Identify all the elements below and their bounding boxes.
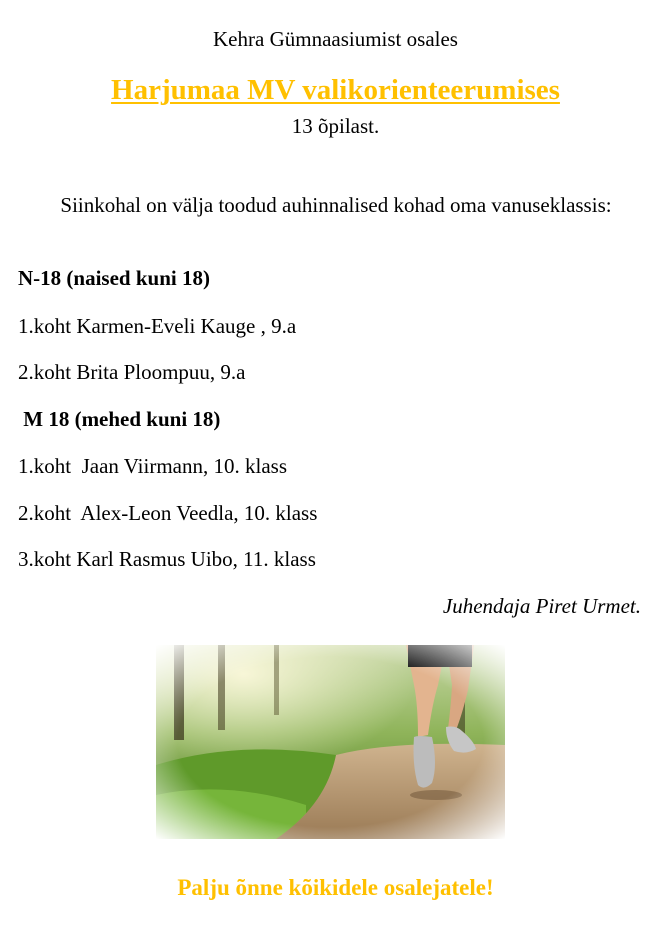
intro-text: Kehra Gümnaasiumist osales	[213, 27, 458, 51]
place-item: 3.koht Karl Rasmus Uibo, 11. klass	[18, 547, 316, 571]
supervisor-credit: Juhendaja Piret Urmet.	[442, 594, 641, 618]
event-title: Harjumaa MV valikorienteerumises	[111, 74, 560, 106]
congratulations-text: Palju õnne kõikidele osalejatele!	[177, 875, 494, 900]
place-item: 2.koht Brita Ploompuu, 9.a	[18, 360, 246, 384]
description-text: Siinkohal on välja toodud auhinnalised kohad oma vanuseklassis:	[60, 193, 612, 217]
place-item: 1.koht Karmen-Eveli Kauge , 9.a	[18, 314, 297, 338]
place-item: 2.koht Alex-Leon Veedla, 10. klass	[18, 501, 318, 525]
participant-count: 13 õpilast.	[291, 114, 380, 138]
running-photo-icon	[156, 645, 505, 839]
category-title-men: M 18 (mehed kuni 18)	[18, 407, 221, 431]
category-title-women: N-18 (naised kuni 18)	[18, 266, 210, 290]
place-item: 1.koht Jaan Viirmann, 10. klass	[18, 454, 287, 478]
